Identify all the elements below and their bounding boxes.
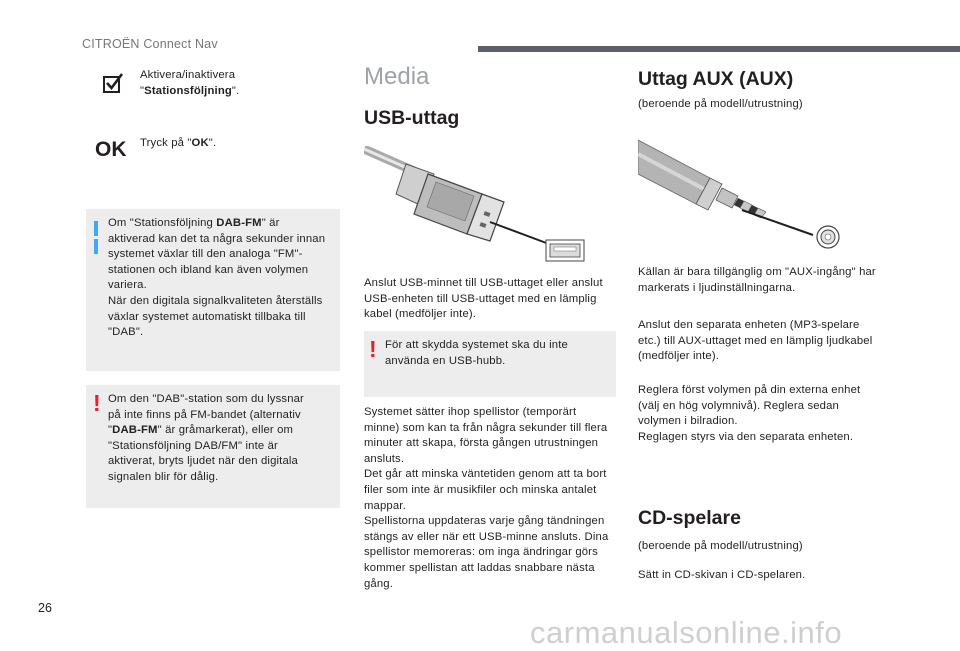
usb-warning-text: För att skydda systemet ska du inte använda en USB-hubb. (385, 339, 568, 367)
info-note-bold: DAB-FM (216, 217, 262, 229)
section-title-media: Media (364, 63, 430, 90)
warning-note-text: Om den "DAB"-station som du lyssnar på inte finns på FM-bandet (alternativ "DAB-FM" är gråmarkerat), eller om "Stationsföljning DAB/FM" inte är aktiverat, bryts ljudet när den digitala signalen blir för dålig. (108, 393, 304, 483)
watermark: carmanualsonline.info (530, 615, 843, 650)
item2-bold: OK (191, 137, 209, 149)
warning-note (86, 385, 340, 508)
ok-icon: OK (95, 138, 127, 161)
usb-text: Anslut USB-minnet till USB-uttaget eller anslut USB-enheten till USB-uttaget med en lämplig kabel (medföljer inte). (364, 277, 603, 321)
item2-text: Tryck på "OK". (140, 137, 217, 149)
info-note-text: Om "Stationsföljning DAB-FM" är aktiverad kan det ta några sekunder innan systemet växlar till den analoga "FM"- stationen och ibland kan även volymen variera. När den digitala signalkvaliteten återställs växlar systemet automatiskt tillbaka till "DAB". (108, 217, 326, 339)
usb-warning-note (364, 331, 616, 397)
aux-subtitle: (beroende på modell/utrustning) (638, 98, 803, 110)
warning-icon: ! (369, 336, 377, 362)
warning-icon: ! (93, 390, 101, 416)
info-note (86, 209, 340, 371)
aux-p1: Källan är bara tillgänglig om "AUX-ingång" har markerats i ljudinställningarna. (638, 266, 876, 294)
item1-line2: "Stationsföljning". (140, 84, 240, 97)
system-text: Systemet sätter ihop spellistor (temporärt minne) som kan ta från några sekunder till flera minuter att skapa, första gången utrustningen ansluts. Det går att minska väntetiden genom att ta bort filer som inte är musikfiler och minska antalet mappar. Spellistorna uppdateras varje gång tändningen stängs av eller när ett USB-minne ansluts. Dina spellistor memoreras: om inga ändringar görs kommer spellistan att laddas snabbare nästa gång. (364, 406, 609, 590)
header-bar (478, 46, 960, 52)
info-bar-icon (94, 221, 98, 236)
checkbox-check-icon (102, 72, 124, 94)
item1-line1: Aktivera/inaktivera (140, 69, 236, 81)
aux-p3: Reglera först volymen på din externa enhet (välj en hög volymnivå). Reglera sedan volymen i bilradion. Reglagen styrs via den separata enheten. (638, 384, 861, 443)
warning-note-bold: DAB-FM (112, 424, 158, 437)
item1-text (140, 68, 330, 99)
aux-p2: Anslut den separata enheten (MP3-spelare etc.) till AUX-uttaget med en lämplig ljudkabel (medföljer inte). (638, 319, 873, 363)
page-number: 26 (38, 601, 52, 615)
cd-text: Sätt in CD-skivan i CD-spelaren. (638, 569, 806, 581)
header-title: CITROËN Connect Nav (82, 37, 218, 51)
item1-bold: Stationsföljning (144, 84, 232, 97)
aux-title: Uttag AUX (AUX) (638, 68, 794, 90)
cd-title: CD-spelare (638, 507, 741, 529)
aux-jack-illustration (638, 132, 844, 250)
cd-subtitle: (beroende på modell/utrustning) (638, 540, 803, 552)
info-bar-icon (94, 239, 98, 254)
usb-title: USB-uttag (364, 107, 460, 129)
usb-plug-illustration (364, 146, 590, 264)
